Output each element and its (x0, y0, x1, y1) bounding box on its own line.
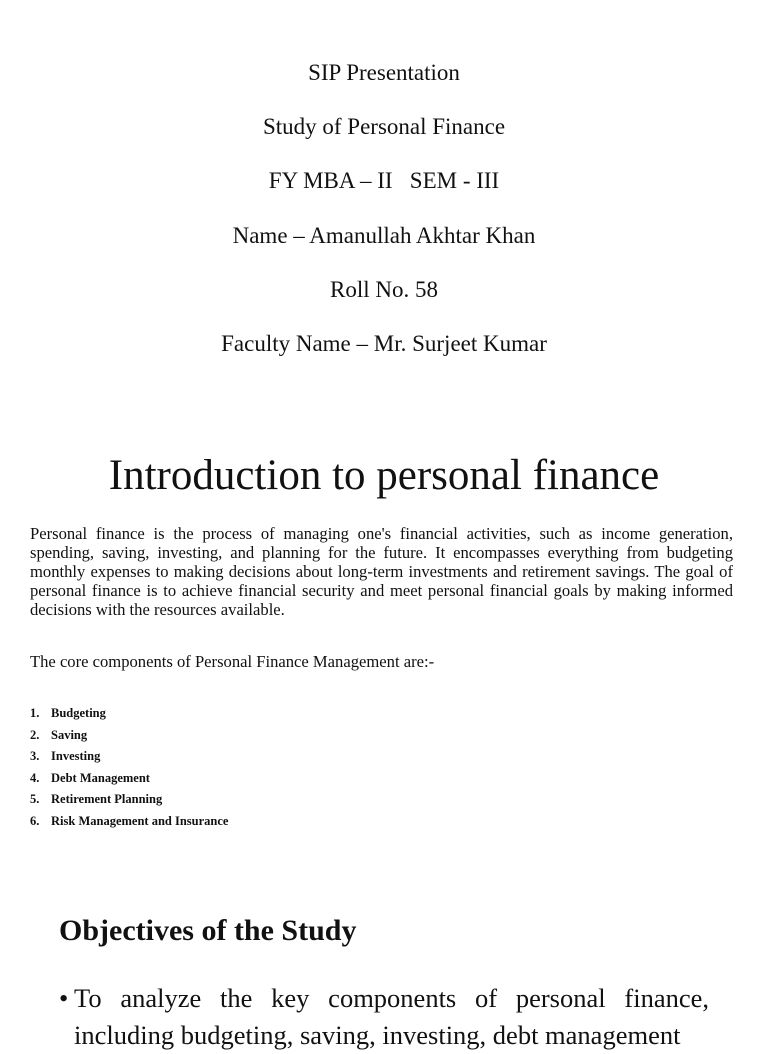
list-item-label: Retirement Planning (51, 792, 163, 807)
list-item-label: Budgeting (51, 706, 106, 720)
list-item-label: Saving (51, 727, 88, 742)
objectives-list (59, 980, 709, 1054)
objective-text: To analyze the key components of personal finance, including budgeting, saving, investing, debt management (74, 983, 709, 1050)
list-item-number: 2. (30, 727, 40, 742)
student-name: Name – Amanullah Akhtar Khan (232, 222, 536, 248)
presentation-topic: Study of Personal Finance (262, 114, 506, 140)
list-item-number: 5. (30, 792, 40, 807)
list-item-label: Debt Management (51, 770, 150, 785)
list-item-label: Investing (51, 749, 101, 764)
list-item (30, 703, 228, 725)
presentation-label: SIP Presentation (308, 60, 460, 85)
list-item (30, 811, 228, 833)
components-heading: The core components of Personal Finance Management are:- (30, 652, 435, 671)
list-item (30, 725, 228, 747)
faculty-name: Faculty Name – Mr. Surjeet Kumar (221, 330, 547, 356)
list-item (30, 789, 228, 811)
intro-title: Introduction to personal finance (108, 452, 660, 499)
list-item-number: 4. (30, 770, 40, 785)
bullet-icon: • (59, 983, 69, 1013)
objectives-title: Objectives of the Study (59, 914, 357, 947)
list-item-number: 1. (30, 706, 40, 720)
roll-number: Roll No. 58 (330, 276, 438, 302)
list-item-label: Risk Management and Insurance (51, 813, 229, 828)
cover-slide (0, 56, 768, 381)
objective-item (59, 980, 709, 1054)
list-item-number: 6. (30, 813, 40, 828)
list-item (30, 746, 228, 768)
intro-paragraph: Personal finance is the process of managing one's financial activities, such as income generation, spending, saving, investing, and planning for the future. It encompasses everything from budgeting monthly expenses to making decisions about long-term investments and retirement savings. The goal of personal finance is to achieve financial security and meet personal financial goals by making informed decisions with the resources available. (30, 524, 733, 619)
list-item (30, 768, 228, 790)
course-semester: FY MBA – II SEM - III (268, 168, 500, 194)
components-list (30, 703, 228, 833)
list-item-number: 3. (30, 749, 40, 764)
